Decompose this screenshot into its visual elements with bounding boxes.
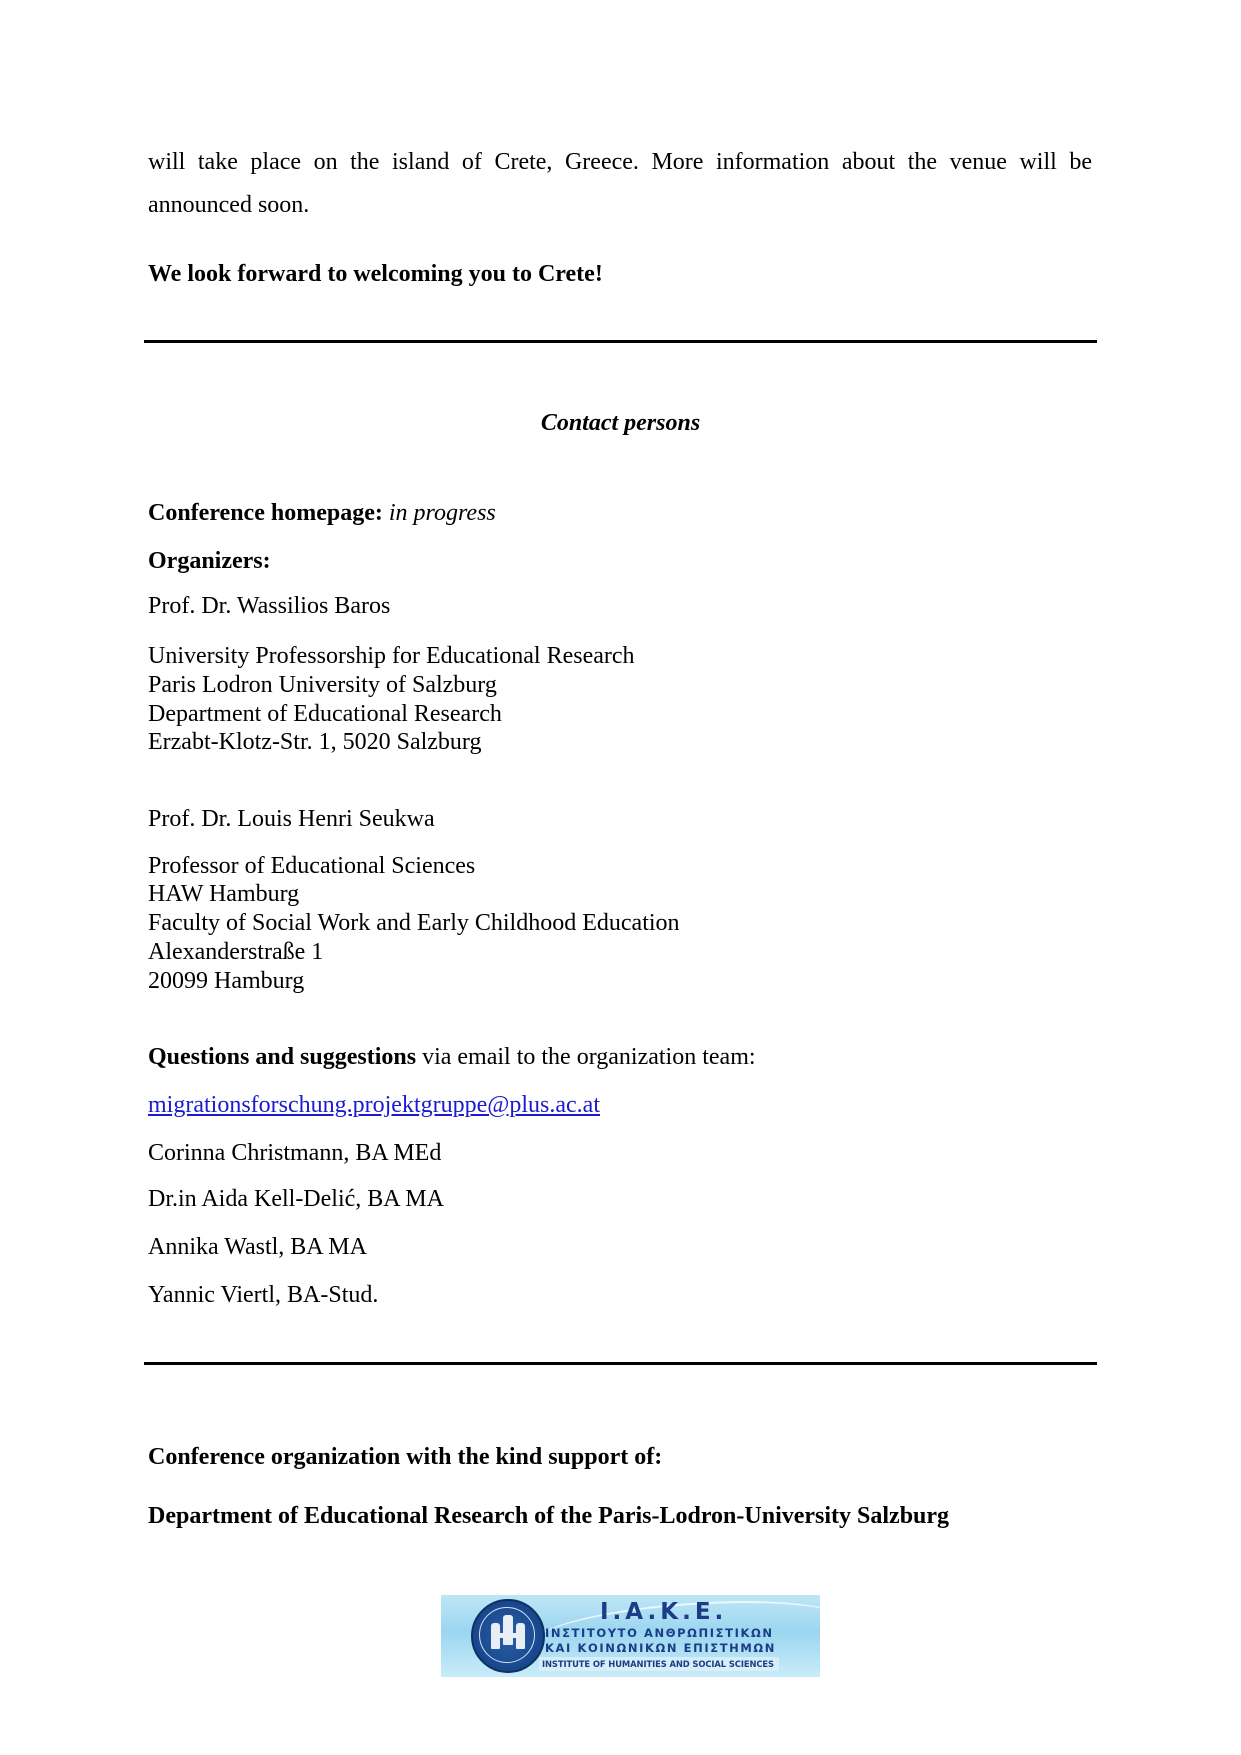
organizer-address-line: Alexanderstraße 1 bbox=[148, 939, 324, 965]
homepage-label: Conference homepage: bbox=[148, 500, 383, 526]
section-divider bbox=[144, 1362, 1097, 1365]
homepage-line bbox=[148, 501, 496, 525]
contact-heading: Contact persons bbox=[540, 410, 701, 436]
seal-icon bbox=[471, 1599, 545, 1673]
organizer-address-line: Erzabt-Klotz-Str. 1, 5020 Salzburg bbox=[148, 729, 482, 755]
logo-greek-line-2: ΚΑΙ ΚΟΙΝΩΝΙΚΩΝ ΕΠΙΣΤΗΜΩΝ bbox=[545, 1641, 777, 1655]
organizer-address-line: University Professorship for Educational Research bbox=[148, 643, 635, 669]
team-member: Corinna Christmann, BA MEd bbox=[148, 1140, 442, 1166]
intro-line-2: announced soon. bbox=[148, 192, 310, 218]
team-member: Dr.in Aida Kell-Delić, BA MA bbox=[148, 1186, 444, 1212]
section-divider bbox=[144, 340, 1097, 343]
organizers-label: Organizers: bbox=[148, 548, 271, 574]
organizer-name: Prof. Dr. Wassilios Baros bbox=[148, 593, 391, 619]
team-member: Annika Wastl, BA MA bbox=[148, 1234, 367, 1260]
closing-statement: We look forward to welcoming you to Crete! bbox=[148, 261, 603, 287]
organizer-address-line: 20099 Hamburg bbox=[148, 968, 305, 994]
logo-greek-line-1: ΙΝΣΤΙΤΟΥΤΟ ΑΝΘΡΩΠΙΣΤΙΚΩΝ bbox=[545, 1626, 774, 1640]
seal-figure bbox=[503, 1615, 513, 1645]
organizer-name: Prof. Dr. Louis Henri Seukwa bbox=[148, 806, 435, 832]
organizer-address-line: Paris Lodron University of Salzburg bbox=[148, 672, 497, 698]
email-link[interactable]: migrationsforschung.projektgruppe@plus.ac.at bbox=[148, 1092, 600, 1118]
organizer-address-line: HAW Hamburg bbox=[148, 881, 300, 907]
iake-logo bbox=[441, 1595, 820, 1677]
logo-acronym: I.A.K.E. bbox=[600, 1599, 728, 1625]
questions-label: Questions and suggestions bbox=[148, 1044, 417, 1070]
seal-figure bbox=[493, 1633, 523, 1638]
questions-line bbox=[148, 1045, 756, 1069]
logo-english-name: INSTITUTE OF HUMANITIES AND SOCIAL SCIENCES bbox=[542, 1659, 774, 1669]
team-member: Yannic Viertl, BA-Stud. bbox=[148, 1282, 379, 1308]
organizer-address-line: Faculty of Social Work and Early Childhood Education bbox=[148, 910, 680, 936]
email-line bbox=[148, 1093, 600, 1117]
homepage-value: in progress bbox=[388, 500, 496, 526]
support-department: Department of Educational Research of the Paris-Lodron-University Salzburg bbox=[148, 1503, 950, 1529]
support-heading: Conference organization with the kind support of: bbox=[148, 1444, 663, 1470]
organizer-address-line: Department of Educational Research bbox=[148, 701, 502, 727]
organizer-address-line: Professor of Educational Sciences bbox=[148, 853, 476, 879]
questions-text: via email to the organization team: bbox=[416, 1044, 756, 1070]
intro-line-1: will take place on the island of Crete, Greece. More information about the venue will be bbox=[148, 149, 1092, 175]
